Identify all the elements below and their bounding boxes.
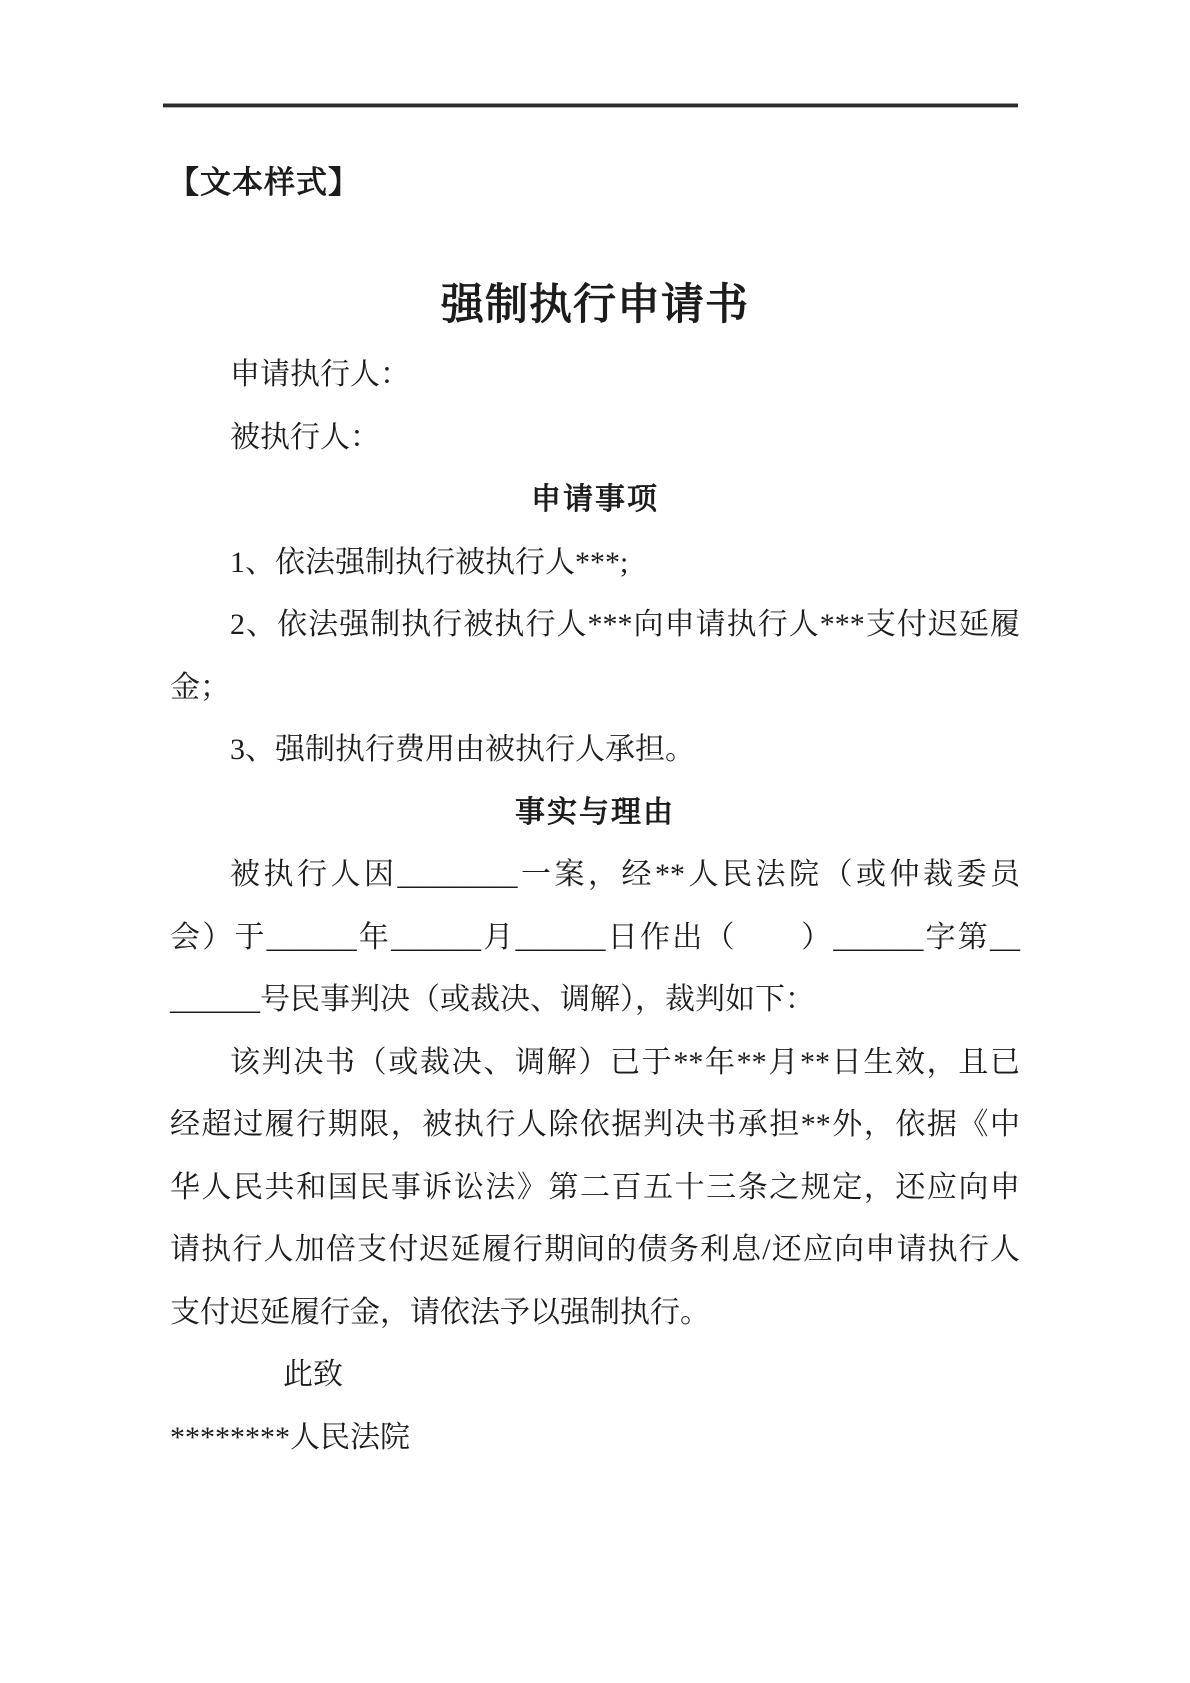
document-line: 会）于______年______月______日作出（ ）______字第__ (170, 920, 1020, 954)
document-line: 此致 (283, 1358, 343, 1391)
document-line: 支付迟延履行金，请依法予以强制执行。 (170, 1295, 710, 1329)
section-heading: 事实与理由 (515, 795, 675, 829)
document-line: 金； (170, 670, 230, 704)
document-line: 请执行人加倍支付迟延履行期间的债务利息/还应向申请执行人 (170, 1233, 1020, 1266)
document-line: 2、依法强制执行被执行人***向申请执行人***支付迟延履 (230, 608, 1020, 641)
document-line: 华人民共和国民事诉讼法》第二百五十三条之规定，还应向申 (170, 1170, 1020, 1204)
document-line: 申请执行人： (230, 358, 410, 391)
style-label: 【文本样式】 (168, 165, 360, 200)
document-line: 经超过履行期限，被执行人除依据判决书承担**外，依据《中 (170, 1108, 1020, 1141)
document-line: 被执行人： (230, 420, 380, 454)
section-heading: 申请事项 (531, 483, 659, 516)
document-line: 1、依法强制执行被执行人***; (230, 545, 629, 579)
document-title: 强制执行申请书 (441, 282, 749, 329)
document-line: 被执行人因________一案，经**人民法院（或仲裁委员 (230, 858, 1020, 891)
document-line: 该判决书（或裁决、调解）已于**年**月**日生效，且已 (230, 1045, 1020, 1079)
document-body (170, 344, 1020, 1469)
document-line: 3、强制执行费用由被执行人承担。 (230, 733, 695, 766)
document-line: ********人民法院 (170, 1420, 410, 1454)
header-divider-line (163, 104, 1018, 107)
document-line: ______号民事判决（或裁决、调解），裁判如下： (170, 983, 815, 1016)
